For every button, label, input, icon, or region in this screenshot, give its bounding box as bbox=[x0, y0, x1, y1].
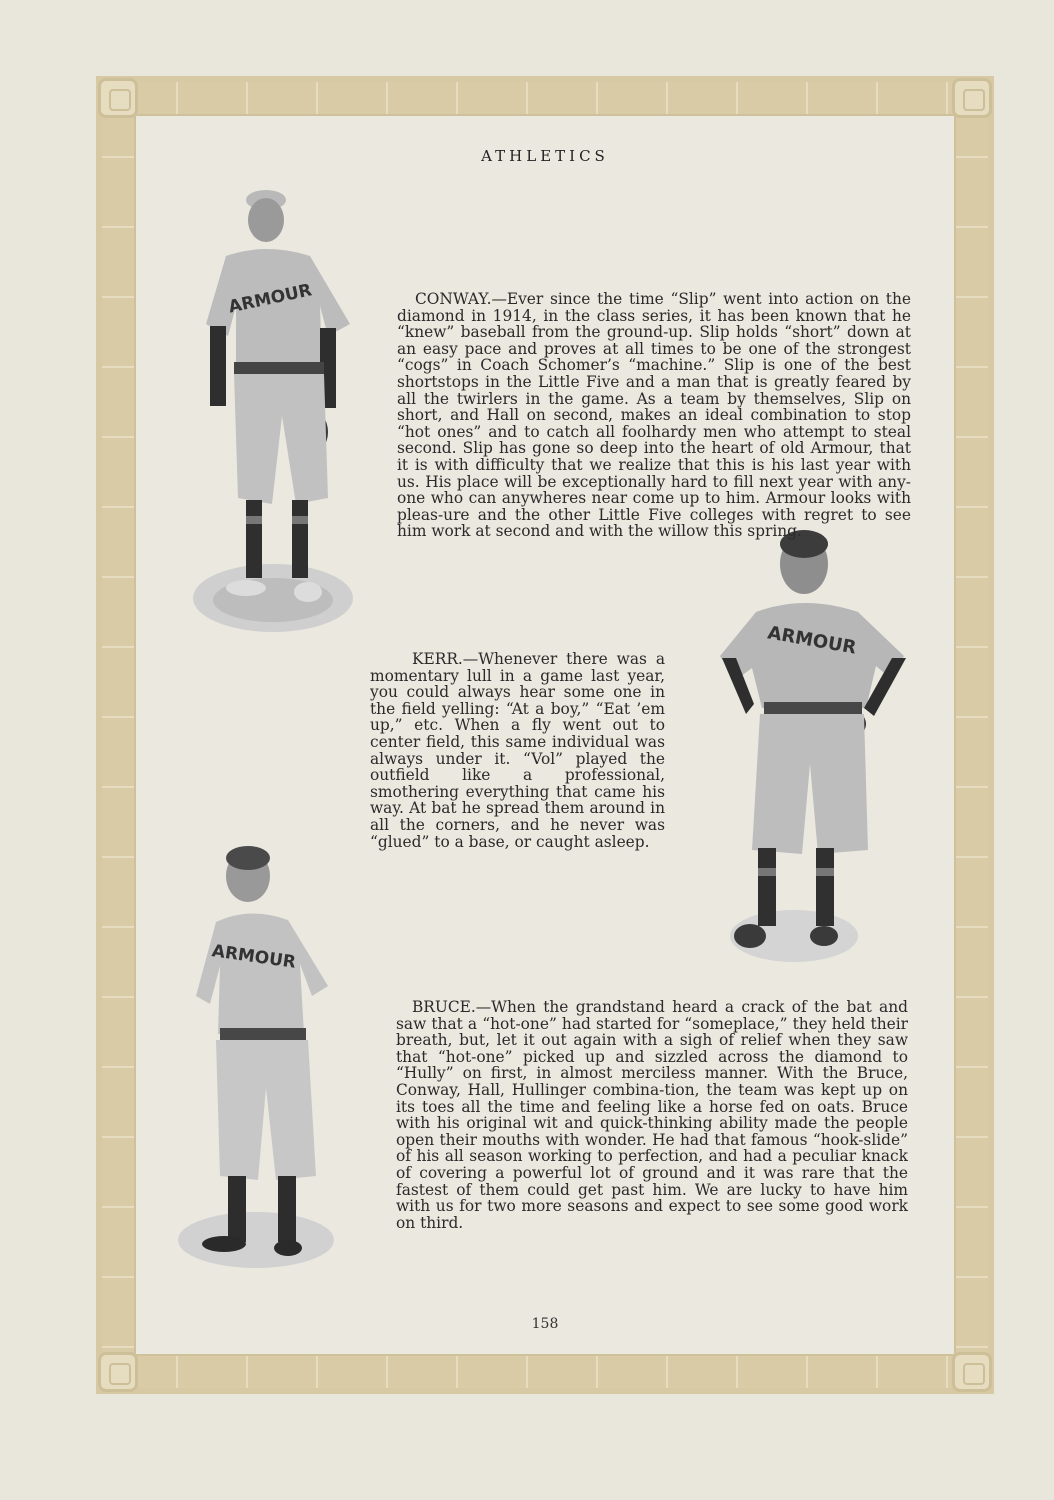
border-band-right bbox=[956, 82, 988, 1388]
player-photo-bruce bbox=[176, 846, 346, 1274]
photo-bruce bbox=[176, 846, 346, 1274]
photo-kerr bbox=[706, 528, 926, 978]
photo-conway bbox=[188, 186, 368, 638]
jersey-lettering: ARMOUR bbox=[766, 622, 858, 659]
page-heading: ATHLETICS bbox=[481, 147, 609, 165]
kerr-paragraph: KERR.—Whenever there was a momentary lull in a game last year, you could always hear some one in the field yelling: “At a boy,” “Eat ’em up,” etc. When a fly went out to center field, this same individual was always under it. “Vol” played the outfield like a professional, smothering everything that came his way. At bat he spread them around in all the corners, and he never was “glued” to a base, or caught asleep. bbox=[370, 650, 665, 851]
border-corner-ornament bbox=[952, 1352, 992, 1392]
border-corner-ornament bbox=[98, 1352, 138, 1392]
player-photo-kerr bbox=[706, 528, 926, 978]
bruce-paragraph: BRUCE.—When the grandstand heard a crack of the bat and saw that a “hot-one” had started for “someplace,” they held their breath, but, let it out again with a sigh of relief when they saw that “hot-one” picked up and sizzled across the diamond to “Hully” on first, in almost merciless manner. With the Bruce, Conway, Hall, Hullinger combina-tion, the team was kept up on its toes all the time and feeling like a horse fed on oats. Bruce with his original wit and quick-thinking ability made the people open their mouths with wonder. He had that famous “hook-slide” of his all season working to perfection, and had a peculiar knack of covering a powerful lot of ground and it was rare that the fastest of them could get past him. We are lucky to have him with us for two more seasons and expect to see some good work on third. bbox=[396, 998, 908, 1232]
border-corner-ornament bbox=[952, 78, 992, 118]
conway-paragraph: CONWAY.—Ever since the time “Slip” went into action on the diamond in 1914, in the class series, it has been known that he “knew” baseball from the ground-up. Slip holds “short” down at an easy pace and proves at all times to be one of the strongest “cogs” in Coach Schomer’s “machine.” Slip is one of the best shortstops in the Little Five and a man that is greatly feared by all the twirlers in the game. As a team by themselves, Slip on short, and Hall on second, makes an ideal combination to stop “hot ones” and to catch all foolhardy men who attempt to steal second. Slip has gone so deep into the heart of old Armour, that it is with difficulty that we realize that this is his last year with us. His place will be exceptionally hard to fill next year with any-one who can anywheres near come up to him. Armour looks with pleas-ure and the other Little Five colleges with regret to see him work at second and with the willow this spring. bbox=[397, 290, 911, 541]
border-band-top bbox=[102, 82, 988, 114]
player-photo-conway bbox=[188, 186, 368, 638]
border-band-left bbox=[102, 82, 134, 1388]
jersey-lettering: ARMOUR bbox=[210, 941, 298, 973]
jersey-lettering: ARMOUR bbox=[226, 280, 314, 318]
page-number: 158 bbox=[531, 1316, 559, 1332]
border-corner-ornament bbox=[98, 78, 138, 118]
border-band-bottom bbox=[102, 1356, 988, 1388]
